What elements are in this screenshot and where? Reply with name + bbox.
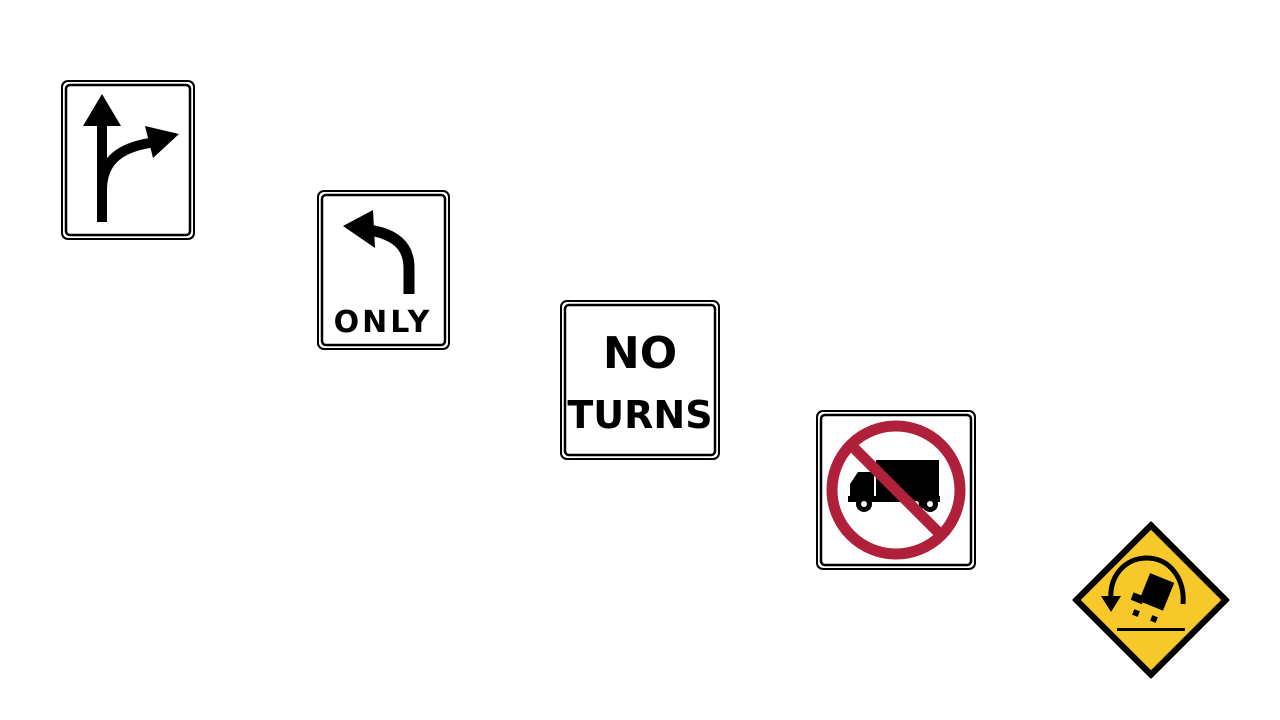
straight-or-right-lane-sign bbox=[61, 80, 195, 240]
no-label: NO bbox=[602, 328, 678, 379]
turns-label: TURNS bbox=[567, 393, 713, 437]
left-turn-only-sign bbox=[317, 190, 450, 350]
no-turns-sign bbox=[560, 300, 720, 460]
only-label: ONLY bbox=[333, 305, 433, 340]
no-trucks-sign bbox=[816, 410, 976, 570]
truck-rollover-warning-sign bbox=[1071, 520, 1231, 680]
